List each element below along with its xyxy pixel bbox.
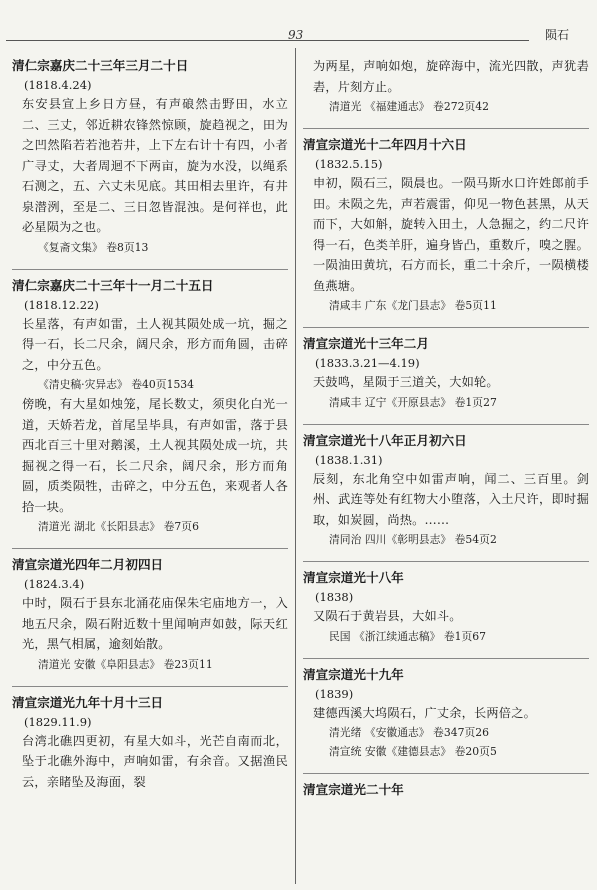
entry-separator	[12, 269, 288, 270]
header-rule	[6, 40, 529, 41]
column-divider	[295, 48, 296, 884]
record-text: 辰刻，东北角空中如雷声响，闻二、三百里。剑州、武连等处有红物大小堕落，入土尺许，即时掘取，如炭圆，尚热。……	[313, 471, 589, 527]
record-text: 中时，陨石于县东北涌花庙保朱宅庙地方一，入地五尺余，陨石附近数十里闻响声如鼓，际天红光，黑气相属，逾刻始散。	[22, 596, 288, 651]
record-source: 清道光 安徽《阜阳县志》 卷23页11	[38, 657, 213, 671]
entry-separator	[12, 686, 288, 687]
page-header	[0, 22, 597, 48]
record-entry	[12, 693, 288, 793]
section-label: 陨石	[544, 28, 569, 42]
right-column	[303, 56, 589, 890]
record-entry	[303, 56, 589, 116]
record-source: 清光绪 《安徽通志》 卷347页26	[329, 726, 489, 739]
record-source: 《复斋文集》 卷8页13	[38, 240, 149, 254]
record-title: 清仁宗嘉庆二十三年三月二十日	[12, 58, 189, 73]
record-title: 清宣宗道光九年十月十三日	[12, 694, 164, 710]
record-entry	[303, 780, 589, 800]
record-source: 清宣统 安徽《建德县志》 卷20页5	[329, 745, 497, 758]
entry-separator	[303, 424, 589, 425]
record-entry	[303, 135, 589, 315]
record-date: (1829.11.9)	[24, 714, 92, 729]
record-title: 清宣宗道光十二年四月十六日	[303, 137, 467, 152]
record-date: (1839)	[315, 686, 354, 701]
record-title: 清宣宗道光十八年	[303, 570, 404, 585]
record-entry	[303, 665, 589, 762]
record-title: 清宣宗道光十三年二月	[303, 336, 429, 351]
record-date: (1818.12.22)	[24, 297, 99, 312]
record-entry	[303, 568, 589, 646]
record-text: 台湾北礁四更初，有星大如斗，光芒自南而北，坠于北礁外海中，声响如雷，有余音。又据渔民云，亲睹坠及海面，裂	[22, 733, 288, 789]
record-text: 傍晚，有大星如烛笼，尾长数丈，须臾化白光一道，天娇若龙，首尾呈毕具，有声如雷，落于县西北百三十里对鹅溪，土人视其陨处成一坑，共掘视之得一石，长二尺余，阔尺余，形方而角圆，质类陨牲，击碎之，中分五色，来观者人各拾一块。	[22, 397, 288, 514]
entry-separator	[303, 658, 589, 659]
record-date: (1832.5.15)	[315, 157, 383, 171]
left-column	[12, 56, 288, 890]
record-date: (1833.3.21—4.19)	[315, 356, 420, 370]
record-entry	[303, 431, 589, 550]
record-title: 清宣宗道光十八年正月初六日	[303, 432, 467, 448]
entry-separator	[303, 327, 589, 328]
record-text: 申初，陨石三，陨晨也。一陨马斯水口许姓郎前手田。未陨之先，声若震雷，仰见一物色甚黑，从天而下，大如斛，旋转入田土，人急掘之，约二尺许得一石，色类羊肝，遍身皆凸，重数斤，嗅之腥。一陨油田黄坑，石方而长，重二十余斤，一陨横楼鱼燕塘。	[313, 176, 589, 293]
record-title: 清宣宗道光四年二月初四日	[12, 557, 164, 572]
record-source: 清咸丰 辽宁《开原县志》 卷1页27	[329, 395, 497, 409]
record-title: 清仁宗嘉庆二十三年十一月二十五日	[12, 277, 214, 293]
record-entry	[12, 276, 288, 537]
record-date: (1838)	[315, 590, 354, 604]
entry-separator	[303, 773, 589, 774]
entry-separator	[303, 128, 589, 129]
record-source: 民国 《浙江续通志稿》 卷1页67	[329, 629, 487, 643]
record-entry	[12, 56, 288, 257]
record-entry	[303, 334, 589, 412]
entry-separator	[12, 548, 288, 549]
record-text: 又陨石于黄岩县，大如斗。	[313, 609, 462, 623]
record-source: 清咸丰 广东《龙门县志》 卷5页11	[329, 299, 497, 312]
entry-separator	[303, 561, 589, 562]
record-source: 清道光 《福建通志》 卷272页42	[329, 100, 489, 113]
record-date: (1824.3.4)	[24, 577, 85, 591]
record-text: 为两星，声响如炮，旋碎海中，流光四散，声犹砉砉，片刻方止。	[313, 59, 589, 94]
record-source: 清同治 四川《彰明县志》 卷54页2	[329, 533, 497, 546]
record-source: 《清史稿·灾异志》 卷40页1534	[38, 378, 195, 391]
record-date: (1838.1.31)	[315, 452, 383, 467]
record-text: 天鼓鸣，星陨于三道关，大如轮。	[313, 375, 499, 389]
record-text: 东安县宣上乡日方昼，有声硠然击野田，水立二、三丈，邻近耕农锋然惊顾，旋趋视之，田为之凹然陷若若池若井，上下左右计十有四，小者广寻丈，大者周迴不下两亩，旋为水没，以绳系石测之，五、六丈未见底。其田相去里许，有井泉潜洌，至是二、三日忽皆混浊。是何祥也，此必星陨为之也。	[22, 97, 288, 234]
record-source: 清道光 湖北《长阳县志》 卷7页6	[38, 520, 199, 533]
record-text: 长星落，有声如雷，土人视其陨处成一坑，掘之得一石，长二尺余，阔尺余，形方而角圆，击碎之，中分五色。	[22, 316, 288, 372]
record-text: 建德西溪大坞陨石，广丈余，长两倍之。	[313, 705, 536, 720]
page-number: 93	[288, 28, 304, 42]
record-date: (1818.4.24)	[24, 78, 92, 92]
record-title: 清宣宗道光十九年	[303, 666, 404, 682]
record-entry	[12, 555, 288, 674]
record-title: 清宣宗道光二十年	[303, 782, 404, 797]
